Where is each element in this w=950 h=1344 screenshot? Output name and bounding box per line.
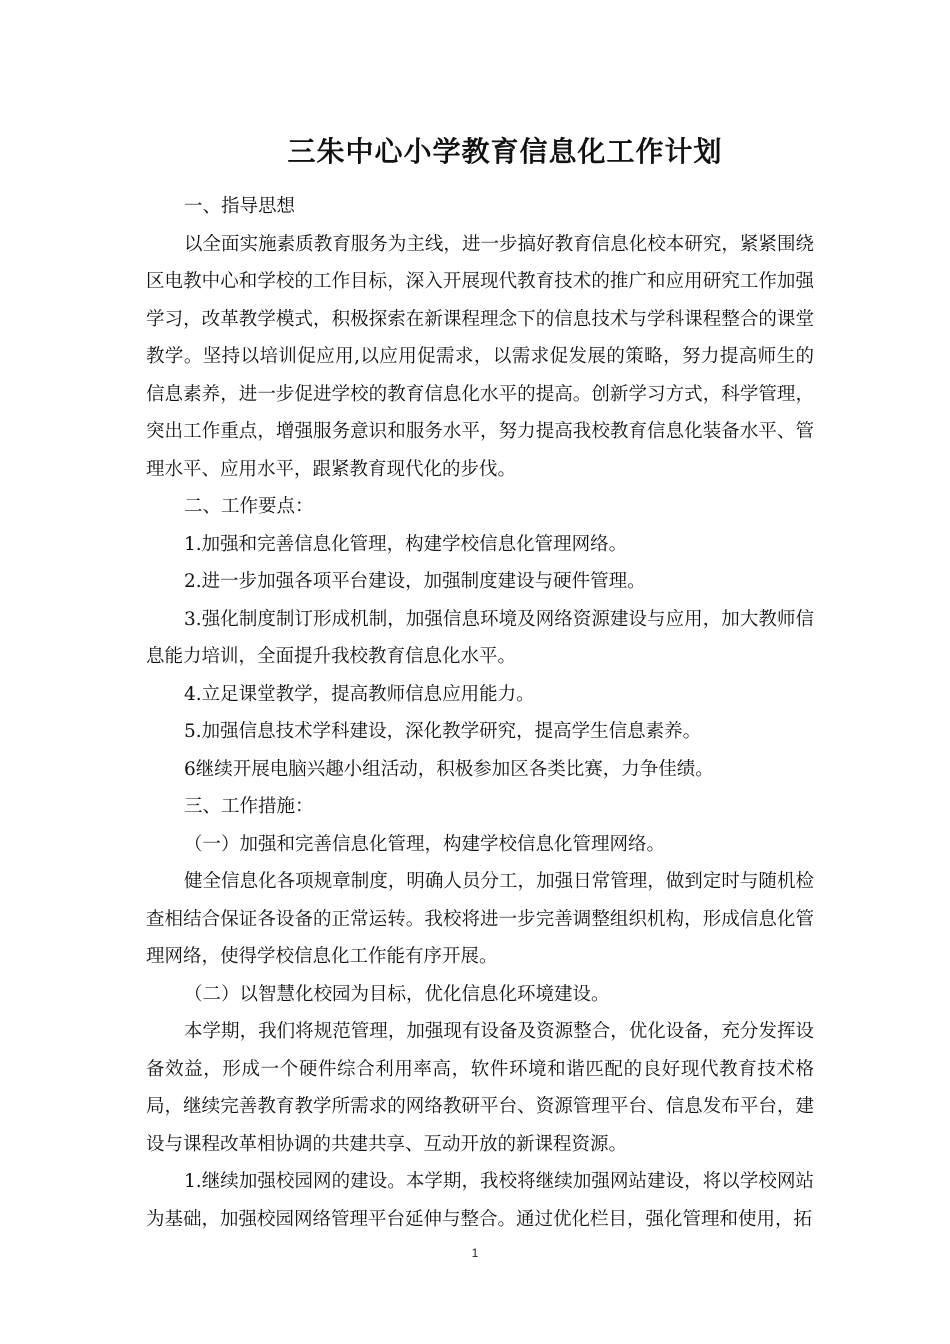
list-item: 3.强化制度制订形成机制，加强信息环境及网络资源建设与应用，加大教师信息能力培训，全面提升我校教育信息化水平。 (146, 608, 814, 667)
paragraph: 以全面实施素质教育服务为主线，进一步搞好教育信息化校本研究，紧紧围绕区电教中心和学校的工作目标，深入开展现代教育技术的推广和应用研究工作加强学习，改革教学模式，积极探索在新课程理念下的信息技术与学科课程整合的课堂教学。坚持以培训促应用,以应用促需求，以需求促发展的策略，努力提高师生的信息素养，进一步促进学校的教育信息化水平的提高。创新学习方式，科学管理，突出工作重点，增强服务意识和服务水平，努力提高我校教育信息化装备水平、管理水平、应用水平，跟紧教育现代化的步伐。 (146, 233, 814, 480)
paragraph: 本学期，我们将规范管理，加强现有设备及资源整合，优化设备，充分发挥设备效益，形成一个硬件综合利用率高，软件环境和谐匹配的良好现代教育技术格局，继续完善教育教学所需求的网络教研平台、资源管理平台、信息发布平台，建设与课程改革相协调的共建共享、互动开放的新课程资源。 (146, 1021, 814, 1155)
subsection-heading: （二）以智慧化校园为目标，优化信息化环境建设。 (184, 983, 610, 1005)
list-item: 6继续开展电脑兴趣小组活动，积极参加区各类比赛，力争佳绩。 (184, 758, 714, 780)
section-heading: 一、指导思想 (184, 196, 296, 217)
paragraph: 1.继续加强校园网的建设。本学期，我校将继续加强网站建设，将以学校网站为基础，加强校园网络管理平台延伸与整合。通过优化栏目，强化管理和使用，拓 (146, 1171, 814, 1230)
page-number: 1 (471, 1246, 479, 1260)
list-item: 1.加强和完善信息化管理，构建学校信息化管理网络。 (184, 533, 628, 555)
document-title: 三朱中心小学教育信息化工作计划 (287, 135, 723, 168)
document-body (146, 188, 814, 1238)
list-item: 5.加强信息技术学科建设，深化教学研究，提高学生信息素养。 (184, 721, 702, 742)
section-heading: 二、工作要点： (184, 496, 314, 517)
subsection-heading: （一）加强和完善信息化管理，构建学校信息化管理网络。 (184, 833, 666, 855)
section-heading: 三、工作措施： (184, 796, 314, 817)
list-item: 2.进一步加强各项平台建设，加强制度建设与硬件管理。 (184, 571, 646, 592)
paragraph: 健全信息化各项规章制度，明确人员分工，加强日常管理，做到定时与随机检查相结合保证各设备的正常运转。我校将进一步完善调整组织机构，形成信息化管理网络，使得学校信息化工作能有序开展。 (146, 871, 814, 967)
list-item: 4.立足课堂教学，提高教师信息应用能力。 (184, 683, 535, 705)
